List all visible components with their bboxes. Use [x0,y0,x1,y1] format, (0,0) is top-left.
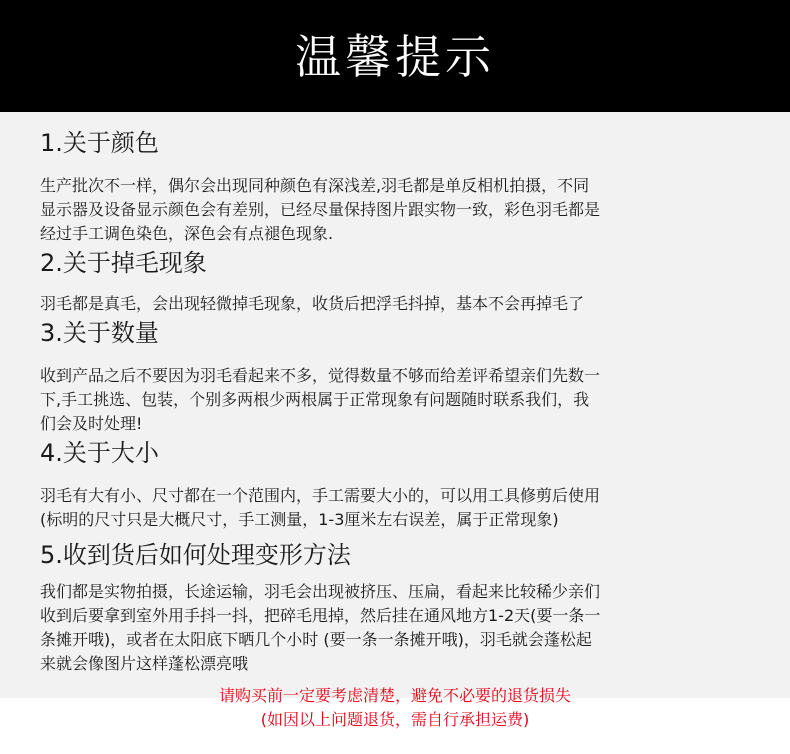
body-line: 经过手工调色染色，深色会有点褪色现象. [40,224,334,243]
body-line: 条摊开哦)，或者在太阳底下晒几个小时 (要一条一条摊开哦)，羽毛就会蓬松起 [40,630,592,649]
body-line: 收到后要拿到室外用手抖一抖，把碎毛甩掉，然后挂在通风地方1-2天(要一条一 [40,606,601,625]
body-line: 来就会像图片这样蓬松漂亮哦 [40,654,249,673]
section-title-color: 1.关于颜色 [40,129,159,157]
body-line: 们会及时处理! [40,414,143,433]
page-title: 温馨提示 [295,30,495,84]
body-line: 羽毛有大有小、尺寸都在一个范围内，手工需要大小的，可以用工具修剪后使用 [40,486,601,505]
body-line: 生产批次不一样，偶尔会出现同种颜色有深浅差,羽毛都是单反相机拍摄，不同 [40,176,590,195]
section-body-deformation [40,580,720,676]
section-body-size [40,484,720,532]
return-shipping-notice: (如因以上问题退货，需自行承担运费) [260,710,530,729]
body-line: 收到产品之后不要因为羽毛看起来不多，觉得数量不够而给差评希望亲们先数一 [40,366,601,385]
body-line: (标明的尺寸只是大概尺寸，手工测量，1-3厘米左右误差，属于正常现象) [40,510,559,529]
section-title-quantity: 3.关于数量 [40,319,159,347]
body-line: 羽毛都是真毛，会出现轻微掉毛现象，收货后把浮毛抖掉，基本不会再掉毛了 [40,294,585,313]
section-body-color [40,174,720,246]
section-title-deformation: 5.收到货后如何处理变形方法 [40,541,351,569]
section-body-shedding [40,292,720,316]
header-banner [0,0,790,112]
section-title-shedding: 2.关于掉毛现象 [40,249,207,277]
section-body-quantity [40,364,720,436]
section-title-size: 4.关于大小 [40,439,159,467]
body-line: 显示器及设备显示颜色会有差别，已经尽量保持图片跟实物一致，彩色羽毛都是 [40,200,601,219]
body-line: 我们都是实物拍摄，长途运输，羽毛会出现被挤压、压扁，看起来比较稀少亲们 [40,582,601,601]
body-line: 下,手工挑选、包装，个别多两根少两根属于正常现象有问题随时联系我们，我 [40,390,590,409]
return-warning-notice: 请购买前一定要考虑清楚，避免不必要的退货损失 [218,686,571,705]
